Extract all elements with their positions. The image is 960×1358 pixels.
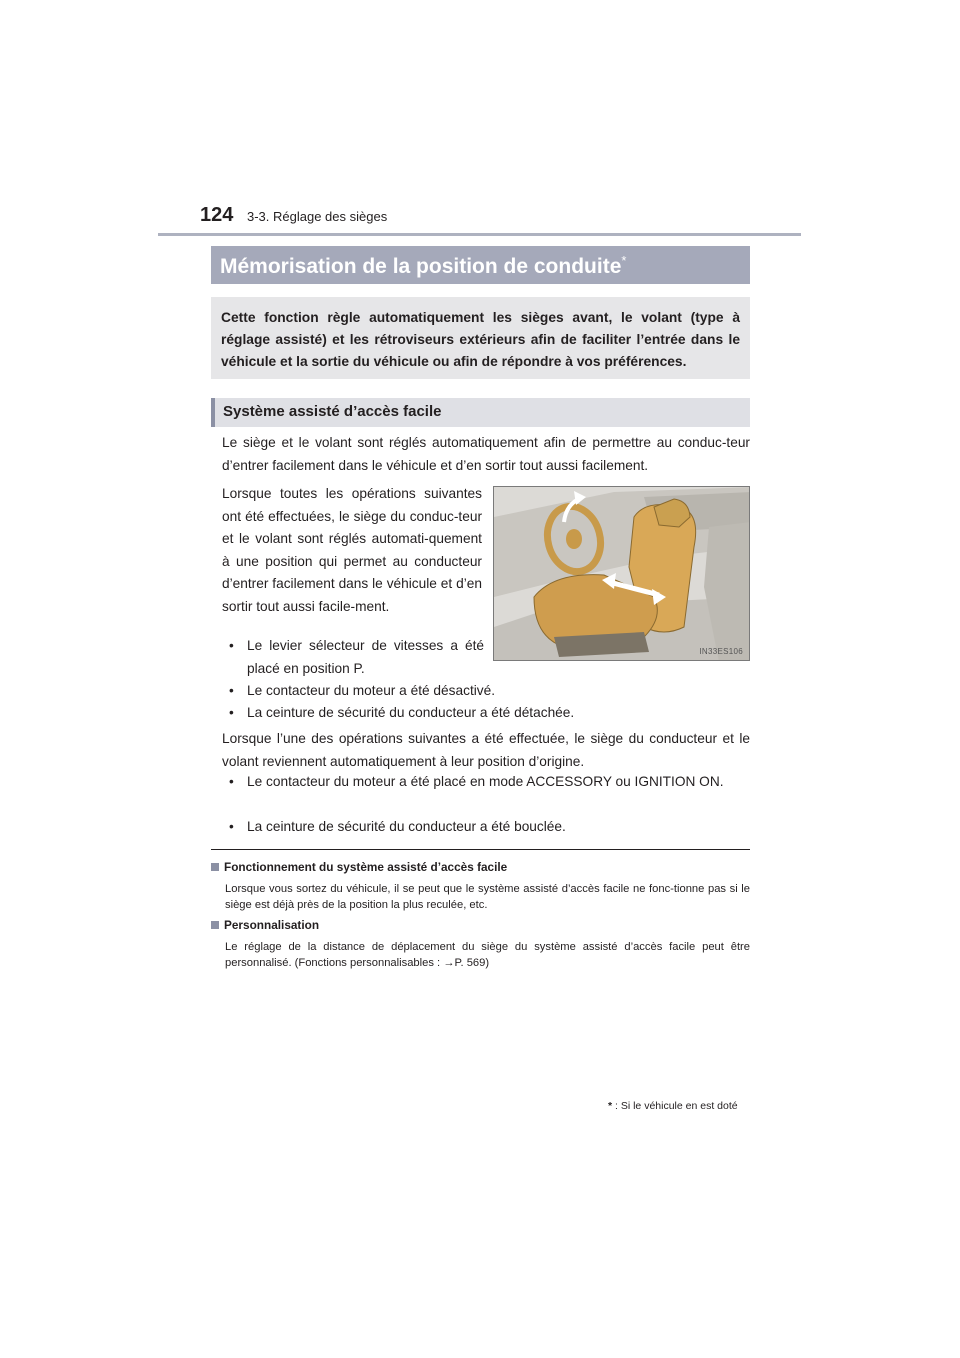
intro-box xyxy=(211,297,750,379)
note-text: Le réglage de la distance de déplacement du siège du système assisté d’accès facile peut être personnalisé. (Fonctions personnalisables : →P. 569) xyxy=(225,941,750,969)
note-heading-text: Personnalisation xyxy=(224,918,320,932)
bullet-icon: • xyxy=(229,774,234,789)
list-item-text: Le levier sélecteur de vitesses a été placé en position P. xyxy=(247,638,484,676)
seat-illustration-drawing xyxy=(494,487,750,661)
notes-divider xyxy=(211,849,750,850)
intro-text: Cette fonction règle automatiquement les sièges avant, le volant (type à réglage assisté) et les rétroviseurs extérieurs afin de faciliter l’entrée dans le véhicule et la sortie du véhicule ou afin de répondre à vos préférences. xyxy=(221,310,740,369)
bullet-icon: • xyxy=(229,638,234,653)
paragraph-intro: Le siège et le volant sont réglés automatiquement afin de permettre au conduc-teur d’entrer facilement dans le véhicule et d’en sortir tout aussi facilement. xyxy=(222,435,750,473)
list-item-text: La ceinture de sécurité du conducteur a été bouclée. xyxy=(247,819,566,834)
note-text: Lorsque vous sortez du véhicule, il se peut que le système assisté d’accès facile ne fonc-tionne pas si le siège est déjà près de la position la plus reculée, etc. xyxy=(225,883,750,911)
list-item-text: Le contacteur du moteur a été placé en mode ACCESSORY ou IGNITION ON. xyxy=(247,774,724,789)
section-title xyxy=(220,253,626,279)
seat-illustration xyxy=(493,486,750,661)
note-heading xyxy=(211,860,507,874)
square-bullet-icon xyxy=(211,863,219,871)
subsection-title-bar xyxy=(211,398,750,427)
bullet-icon: • xyxy=(229,683,234,698)
footnote xyxy=(608,1100,738,1112)
bullet-icon: • xyxy=(229,819,234,834)
note-heading xyxy=(211,918,319,932)
footnote-text: : Si le véhicule en est doté xyxy=(615,1100,738,1112)
header-divider xyxy=(158,233,801,236)
paragraph-conditions: Lorsque toutes les opérations suivantes ont été effectuées, le siège du conduc-teur et le volant sont réglés automati-quement à une position qui permet au conducteur d’entrer facilement dans le véhicule et d’en sortir tout aussi facile-ment. xyxy=(222,486,482,614)
section-title-bar xyxy=(211,246,750,284)
list-item-text: La ceinture de sécurité du conducteur a été détachée. xyxy=(247,705,575,720)
note-heading-text: Fonctionnement du système assisté d’accès facile xyxy=(224,860,508,874)
chapter-title: 3-3. Réglage des sièges xyxy=(247,209,388,224)
bullet-icon: • xyxy=(229,705,234,720)
optional-mark: * xyxy=(621,253,627,268)
list-item-text: Le contacteur du moteur a été désactivé. xyxy=(247,683,496,698)
section-title-text: Mémorisation de la position de conduite xyxy=(220,255,622,278)
square-bullet-icon xyxy=(211,921,219,929)
figure-code: IN33ES106 xyxy=(699,647,743,656)
paragraph-return: Lorsque l’une des opérations suivantes a été effectuée, le siège du conducteur et le volant reviennent automatiquement à leur position d’origine. xyxy=(222,731,750,769)
subsection-title: Système assisté d’accès facile xyxy=(223,403,442,420)
asterisk-icon: * xyxy=(608,1100,613,1112)
page-number: 124 xyxy=(200,204,234,226)
